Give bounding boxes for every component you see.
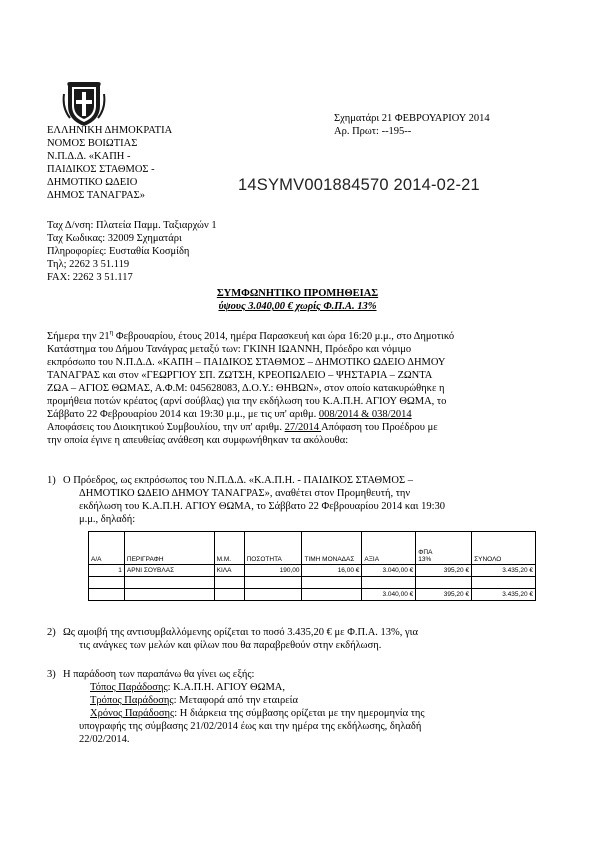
header-cell: ΠΟΣΟΤΗΤΑ — [244, 532, 302, 565]
contact-line: Ταχ Κωδικας: 32009 Σχηματάρι — [47, 233, 182, 244]
cell: 1 — [89, 565, 125, 577]
issuer-line: ΝΟΜΟΣ ΒΟΙΩΤΙΑΣ — [47, 138, 138, 149]
header-cell: Α/Α — [89, 532, 125, 565]
text: 13% — [418, 556, 432, 563]
table-header-row — [89, 532, 536, 565]
contact-block — [47, 219, 217, 284]
contact-line: Ταχ Δ/νση: Πλατεία Παμμ. Ταξιαρχών 1 — [47, 220, 217, 231]
text: Αποφάσεις του Διοικητικού Συμβουλίου, την υπ' αριθμ. — [47, 422, 285, 433]
clause-3 — [47, 668, 545, 746]
delivery-time-label: Χρόνος Παράδοσης — [90, 708, 175, 719]
text: Φεβρουαρίου, έτους 2014, ημέρα Παρασκευή και ώρα 16:20 μ.μ., στο Δημοτικό — [113, 331, 455, 342]
total-cell: 3.435,20 € — [472, 589, 536, 601]
issuer-block — [47, 124, 172, 202]
text: Σήμερα την 21 — [47, 331, 110, 342]
table-total-row — [89, 589, 536, 601]
cell: 395,20 € — [416, 565, 472, 577]
issuer-line: ΕΛΛΗΝΙΚΗ ΔΗΜΟΚΡΑΤΙΑ — [47, 125, 173, 136]
cell: 16,00 € — [302, 565, 362, 577]
text: 22/02/2014. — [79, 734, 130, 745]
header-cell: Μ.Μ. — [214, 532, 244, 565]
text: υπογραφής της σύμβασης 21/02/2014 έως και την ημέρα της εκδήλωσης, δηλαδή — [79, 721, 422, 732]
cell: 3.435,20 € — [472, 565, 536, 577]
header-cell: ΤΙΜΗ ΜΟΝΑΔΑΣ — [302, 532, 362, 565]
cell: 190,00 — [244, 565, 302, 577]
header-cell: ΠΕΡΙΓΡΑΦΗ — [124, 532, 214, 565]
clause-number: 2) — [47, 627, 56, 638]
text: εκπρόσωπο του Ν.Π.Δ.Δ. «ΚΑΠΗ – ΠΑΙΔΙΚΟΣ ΣΤΑΘΜΟΣ – ΔΗΜΟΤΙΚΟ ΩΔΕΙΟ ΔΗΜΟΥ — [47, 357, 446, 368]
contact-line: Τηλ; 2262 3 51.119 — [47, 259, 130, 270]
protocol-number: Αρ. Πρωτ: --195-- — [334, 126, 412, 137]
table-row-empty — [89, 577, 536, 589]
header-cell: ΑΞΙΑ — [362, 532, 416, 565]
delivery-time-value: : Η διάρκεια της σύμβασης ορίζεται με την ημερομηνία της — [174, 708, 425, 719]
clause-1 — [47, 474, 545, 526]
cell: ΑΡΝΙ ΣΟΥΒΛΑΣ — [124, 565, 214, 577]
text: την οποία έγινε η απευθείας ανάθεση και συμφωνήθηκαν τα ακόλουθα: — [47, 435, 349, 446]
greek-emblem-icon — [62, 80, 106, 128]
text: Ο Πρόεδρος, ως εκπρόσωπος του Ν.Π.Δ.Δ. «Κ.Α.Π.Η. - ΠΑΙΔΙΚΟΣ ΣΤΑΘΜΟΣ – — [63, 475, 413, 486]
delivery-place-value: : Κ.Α.Π.Η. ΑΓΙΟΥ ΘΩΜΑ, — [167, 682, 285, 693]
table-row — [89, 565, 536, 577]
issuer-line: ΔΗΜΟΤΙΚΟ ΩΔΕΙΟ — [47, 177, 138, 188]
text: ΤΑΝΑΓΡΑΣ και στον «ΓΕΩΡΓΙΟΥ ΣΠ. ΖΩΤΣΗ, ΚΡΕΟΠΩΛΕΙΟ – ΨΗΣΤΑΡΙΑ – ΖΩΝΤΑ — [47, 370, 433, 381]
text: Ως αμοιβή της αντισυμβαλλόμενης ορίζεται το ποσό 3.435,20 € με Φ.Π.Α. 13%, για — [63, 627, 419, 638]
cell: ΚΙΛΑ — [214, 565, 244, 577]
text: Κατάστημα του Δήμου Τανάγρας μεταξύ των: ΓΚΙΝΗ ΙΩΑΝΝΗ, Πρόεδρο και νόμιμο — [47, 344, 412, 355]
place-date: Σχηματάρι 21 ΦΕΒΡΟΥΑΡΙΟΥ 2014 — [334, 113, 490, 124]
cell: 3.040,00 € — [362, 565, 416, 577]
delivery-mode-label: Τρόπος Παράδοσης — [90, 695, 174, 706]
text: ΖΩΑ – ΑΓΙΟΣ ΘΩΜΑΣ, Α.Φ.Μ: 045628083, Δ.Ο.Υ.: ΘΗΒΩΝ», στον οποίο κατακυρώθηκε η — [47, 383, 445, 394]
clause-number: 1) — [47, 475, 56, 486]
total-cell: 395,20 € — [416, 589, 472, 601]
decision-numbers: 008/2014 & 038/2014 — [318, 409, 412, 420]
intro-paragraph — [47, 330, 545, 447]
text: Η παράδοση των παραπάνω θα γίνει ως εξής: — [63, 669, 255, 680]
contact-line: Πληροφορίες: Ευσταθία Κοσμίδη — [47, 246, 190, 257]
text: Σάββατο 22 Φεβρουαρίου 2014 και 19:30 μ.μ., με τις υπ' αριθμ. — [47, 409, 319, 420]
text: προμήθεια ποτών κρέατος (αρνί σούβλας) για την εκδήλωση του Κ.Α.Π.Η. ΑΓΙΟΥ ΘΩΜΑ, το — [47, 396, 447, 407]
header-cell-vat — [416, 532, 472, 565]
document-title — [0, 287, 595, 313]
text: εκδήλωση του Κ.Α.Π.Η. ΑΓΙΟΥ ΘΩΜΑ, το Σάββατο 22 Φεβρουαρίου 2014 και 19:30 — [79, 501, 445, 512]
issuer-line: ΠΑΙΔΙΚΟΣ ΣΤΑΘΜΟΣ - — [47, 164, 155, 175]
issuer-line: ΔΗΜΟΣ ΤΑΝΑΓΡΑΣ» — [47, 190, 146, 201]
delivery-place-label: Τόπος Παράδοσης — [90, 682, 168, 693]
title-amount-line: ύψους 3.040,00 € χωρίς Φ.Π.Α. 13% — [218, 301, 377, 312]
contact-line: FAX: 2262 3 51.117 — [47, 272, 133, 283]
text: η — [109, 328, 114, 337]
title-line: ΣΥΜΦΩΝΗΤΙΚΟ ΠΡΟΜΗΘΕΙΑΣ — [216, 288, 379, 299]
ada-code: 14SYMV001884570 2014-02-21 — [238, 176, 480, 194]
clause-2 — [47, 626, 545, 652]
text: ΔΗΜΟΤΙΚΟ ΩΔΕΙΟ ΔΗΜΟΥ ΤΑΝΑΓΡΑΣ», αναθέτει στον Προμηθευτή, την — [79, 488, 411, 499]
delivery-mode-value: : Μεταφορά από την εταιρεία — [173, 695, 298, 706]
text: Απόφαση του Προέδρου με — [321, 422, 438, 433]
header-cell: ΣΥΝΟΛΟ — [472, 532, 536, 565]
clause-number: 3) — [47, 669, 56, 680]
items-table — [88, 531, 536, 601]
text: ΦΠΑ — [418, 549, 433, 556]
text: τις ανάγκες των μελών και φίλων που θα παραβρεθούν στην εκδήλωση. — [79, 640, 382, 651]
date-protocol-block — [334, 112, 490, 138]
text: μ.μ., δηλαδή: — [79, 514, 136, 525]
total-cell: 3.040,00 € — [362, 589, 416, 601]
decision-number: 27/2014 — [284, 422, 322, 433]
issuer-line: Ν.Π.Δ.Δ. «ΚΑΠΗ - — [47, 151, 131, 162]
